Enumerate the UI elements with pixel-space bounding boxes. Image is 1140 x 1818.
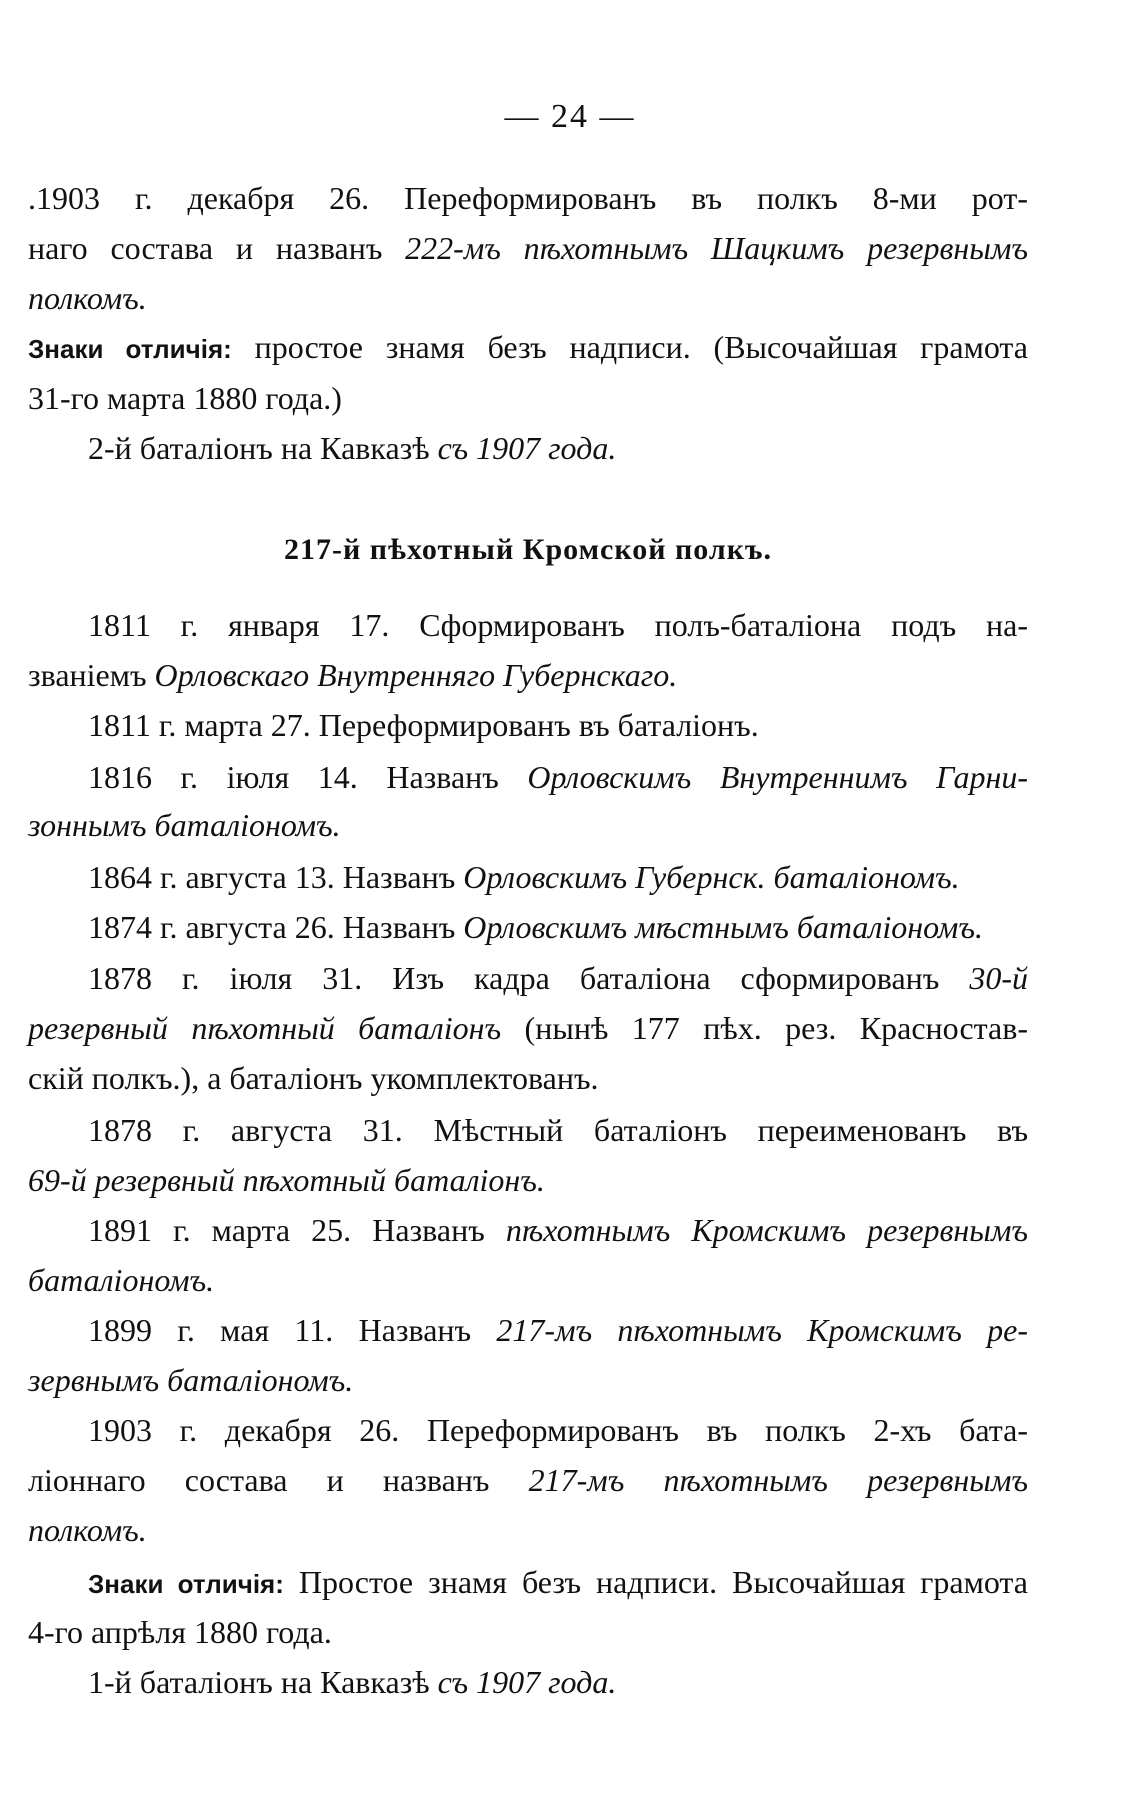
- page-number: — 24 —: [504, 98, 636, 135]
- text-line: 1903 г. декабря 26. Переформированъ въ полкъ 2-хъ бата-: [88, 1412, 1028, 1448]
- text-line: 1864 г. августа 13. Названъ Орловскимъ Губернск. баталіономъ.: [88, 859, 960, 895]
- text-line: резервный пѣхотный баталіонъ (нынѣ 177 пѣх. рез. Красностав-: [28, 1010, 1029, 1046]
- text-line: Знаки отличія: простое знамя безъ надписи. (Высочайшая грамота: [28, 329, 1028, 365]
- text-line: 1-й баталіонъ на Кавказѣ съ 1907 года.: [88, 1664, 617, 1700]
- text-line: зервнымъ баталіономъ.: [28, 1362, 354, 1398]
- text-line: .1903 г. декабря 26. Переформированъ въ полкъ 8-ми рот-: [28, 180, 1028, 216]
- text-line: 69-й резервный пѣхотный баталіонъ.: [28, 1162, 545, 1198]
- text-line: 1878 г. іюля 31. Изъ кадра баталіона сформированъ 30-й: [88, 960, 1028, 996]
- text-line: 2-й баталіонъ на Кавказѣ съ 1907 года.: [88, 430, 617, 466]
- text-line: полкомъ.: [28, 1512, 147, 1548]
- text-line: зоннымъ баталіономъ.: [28, 807, 341, 843]
- text-line: баталіономъ.: [28, 1262, 215, 1298]
- text-line: полкомъ.: [28, 280, 147, 316]
- text-line: 4-го апрѣля 1880 года.: [28, 1614, 332, 1650]
- distinction-label: Знаки отличія:: [28, 334, 232, 364]
- distinction-label: Знаки отличія:: [88, 1569, 284, 1599]
- text-line: скій полкъ.), а баталіонъ укомплектованъ.: [28, 1060, 599, 1096]
- text-line: наго состава и названъ 222-мъ пѣхотнымъ Шацкимъ резервнымъ: [28, 230, 1028, 266]
- text-line: 1811 г. марта 27. Переформированъ въ баталіонъ.: [88, 707, 759, 743]
- text-line: ліоннаго состава и названъ 217-мъ пѣхотнымъ резервнымъ: [28, 1462, 1029, 1498]
- section-heading: 217-й пѣхотный Кромской полкъ.: [283, 533, 773, 566]
- text-line: 1878 г. августа 31. Мѣстный баталіонъ переименованъ въ: [88, 1112, 1028, 1148]
- text-line: званіемъ Орловскаго Внутренняго Губернскаго.: [28, 657, 678, 693]
- text-line: 1816 г. іюля 14. Названъ Орловскимъ Внутреннимъ Гарни-: [88, 759, 1028, 795]
- text-line: 1874 г. августа 26. Названъ Орловскимъ мѣстнымъ баталіономъ.: [88, 909, 983, 945]
- text-line: 1891 г. марта 25. Названъ пѣхотнымъ Кромскимъ резервнымъ: [88, 1212, 1028, 1248]
- text-line: Знаки отличія: Простое знамя безъ надписи. Высочайшая грамота: [88, 1564, 1029, 1600]
- text-line: 31-го марта 1880 года.): [28, 380, 342, 416]
- text-line: 1899 г. мая 11. Названъ 217-мъ пѣхотнымъ Кромскимъ ре-: [88, 1312, 1029, 1348]
- text-line: 1811 г. января 17. Сформированъ полъ-баталіона подъ на-: [88, 607, 1028, 643]
